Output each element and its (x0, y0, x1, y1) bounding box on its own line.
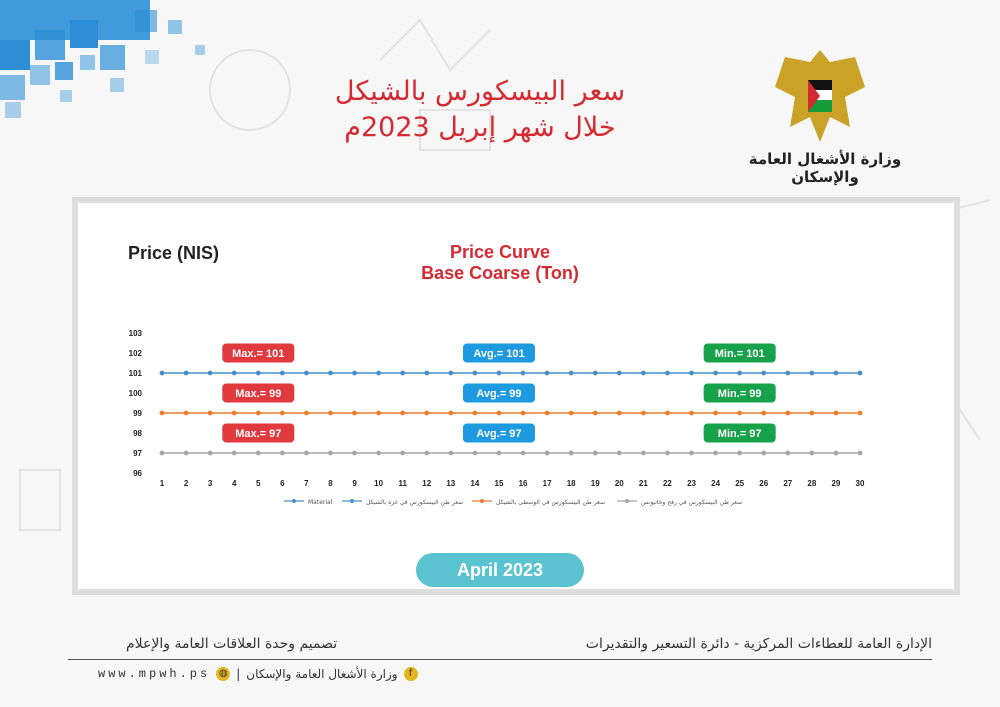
x-tick-label: 19 (590, 479, 600, 488)
footer-department: الإدارة العامة للعطاءات المركزية - دائرة التسعير والتقديرات (585, 636, 932, 652)
data-point (545, 371, 550, 376)
data-point (184, 371, 189, 376)
x-tick-label: 5 (256, 479, 261, 488)
facebook-icon[interactable]: f (404, 667, 418, 681)
data-point (304, 451, 309, 456)
website-link[interactable]: www.mpwh.ps (98, 667, 211, 681)
data-point (545, 451, 550, 456)
data-point (208, 371, 213, 376)
data-point (641, 411, 646, 416)
x-tick-label: 15 (494, 479, 504, 488)
title-line-1: سعر البيسكورس بالشيكل (334, 76, 626, 107)
data-point (328, 411, 333, 416)
data-point (497, 451, 502, 456)
stat-badge-label: Min.= 97 (717, 428, 762, 440)
x-tick-label: 7 (304, 479, 309, 488)
data-point (809, 451, 814, 456)
data-point (737, 451, 742, 456)
data-point (761, 451, 766, 456)
x-tick-label: 26 (759, 479, 769, 488)
data-point (641, 371, 646, 376)
page-title (300, 74, 660, 146)
x-tick-label: 6 (280, 479, 285, 488)
data-point (497, 371, 502, 376)
price-line-chart (72, 320, 952, 520)
data-point (737, 411, 742, 416)
x-tick-label: 3 (207, 479, 213, 488)
x-tick-label: 16 (518, 479, 528, 488)
data-point (569, 371, 574, 376)
data-point (785, 451, 790, 456)
data-point (472, 371, 477, 376)
social-name[interactable]: وزارة الأشغال العامة والإسكان (246, 667, 398, 681)
data-point (448, 411, 453, 416)
data-point (400, 371, 405, 376)
legend-marker (292, 499, 296, 503)
x-tick-label: 20 (614, 479, 624, 488)
data-point (665, 451, 670, 456)
data-point (858, 371, 863, 376)
month-label: April 2023 (416, 553, 584, 587)
y-tick-label: 100 (128, 389, 142, 398)
data-point (376, 451, 381, 456)
data-point (256, 411, 261, 416)
legend-label: سعر طن البيسكورس في غزة بالشيكل (366, 499, 464, 506)
data-point (256, 371, 261, 376)
footer-contact (98, 667, 418, 681)
data-point (160, 451, 165, 456)
data-point (569, 451, 574, 456)
y-tick-label: 99 (133, 409, 142, 418)
x-tick-label: 1 (159, 479, 165, 488)
legend-label: Material (308, 499, 333, 506)
data-point (400, 411, 405, 416)
data-point (761, 371, 766, 376)
data-point (472, 451, 477, 456)
x-tick-label: 9 (352, 479, 357, 488)
data-point (184, 411, 189, 416)
data-point (785, 371, 790, 376)
data-point (256, 451, 261, 456)
data-point (232, 411, 237, 416)
data-point (858, 411, 863, 416)
data-point (160, 411, 165, 416)
stat-badge-label: Max.= 101 (232, 348, 285, 360)
x-tick-label: 14 (470, 479, 480, 488)
data-point (280, 371, 285, 376)
data-point (497, 411, 502, 416)
stat-badge-label: Avg.= 97 (476, 428, 522, 440)
data-point (400, 451, 405, 456)
data-point (376, 371, 381, 376)
data-point (424, 371, 429, 376)
x-tick-label: 17 (542, 479, 552, 488)
data-point (785, 411, 790, 416)
data-point (232, 371, 237, 376)
data-point (208, 411, 213, 416)
data-point (328, 451, 333, 456)
x-tick-label: 28 (807, 479, 817, 488)
stat-badge-label: Min.= 101 (714, 348, 765, 360)
data-point (208, 451, 213, 456)
x-tick-label: 10 (374, 479, 384, 488)
stat-badge-label: Max.= 99 (235, 388, 282, 400)
stat-badge-label: Avg.= 101 (473, 348, 525, 360)
eagle-emblem-icon (770, 42, 870, 152)
y-axis-label: Price (NIS) (128, 243, 220, 263)
data-point (448, 451, 453, 456)
data-point (593, 451, 598, 456)
y-tick-label: 98 (133, 429, 142, 438)
data-point (280, 451, 285, 456)
legend-label: سعر طن البيسكورس في رفح وخانيونس (641, 499, 743, 506)
data-point (376, 411, 381, 416)
legend-marker (350, 499, 354, 503)
globe-icon: ◍ (216, 667, 230, 681)
data-point (689, 371, 694, 376)
data-point (352, 451, 357, 456)
data-point (617, 371, 622, 376)
data-point (689, 451, 694, 456)
x-tick-label: 24 (711, 479, 721, 488)
chart-subtitle: Base Coarse (Ton) (421, 263, 579, 283)
y-tick-label: 97 (133, 449, 142, 458)
x-tick-label: 23 (687, 479, 696, 488)
data-point (593, 371, 598, 376)
x-tick-label: 29 (831, 479, 841, 488)
separator: | (236, 667, 241, 681)
data-point (593, 411, 598, 416)
data-point (545, 411, 550, 416)
data-point (834, 451, 839, 456)
x-tick-label: 27 (783, 479, 793, 488)
x-tick-label: 21 (638, 479, 648, 488)
x-tick-label: 22 (662, 479, 672, 488)
data-point (448, 371, 453, 376)
data-point (569, 411, 574, 416)
footer-divider (68, 659, 932, 660)
data-point (858, 451, 863, 456)
data-point (713, 371, 718, 376)
legend-label: سعر طن البيسكورس في الوسطى بالشيكل (496, 499, 605, 506)
footer-design-credit: تصميم وحدة العلاقات العامة والإعلام (126, 636, 338, 652)
data-point (834, 371, 839, 376)
data-point (521, 371, 526, 376)
stat-badge-label: Min.= 99 (717, 388, 762, 400)
data-point (834, 411, 839, 416)
y-tick-label: 103 (128, 329, 142, 338)
data-point (280, 411, 285, 416)
data-point (352, 371, 357, 376)
data-point (665, 371, 670, 376)
y-tick-label: 101 (128, 369, 142, 378)
data-point (617, 451, 622, 456)
data-point (521, 451, 526, 456)
data-point (713, 451, 718, 456)
data-point (809, 371, 814, 376)
data-point (665, 411, 670, 416)
data-point (737, 371, 742, 376)
x-tick-label: 18 (566, 479, 576, 488)
x-tick-label: 30 (855, 479, 865, 488)
ministry-name: وزارة الأشغال العامة والإسكان (748, 150, 902, 186)
x-tick-label: 13 (446, 479, 456, 488)
data-point (328, 371, 333, 376)
chart-title-main: Price Curve (449, 242, 551, 262)
x-tick-label: 4 (231, 479, 237, 488)
data-point (352, 411, 357, 416)
data-point (160, 371, 165, 376)
x-tick-label: 2 (183, 479, 189, 488)
data-point (184, 451, 189, 456)
y-tick-label: 102 (128, 349, 142, 358)
title-line-2: خلال شهر إبريل 2023م (344, 112, 616, 143)
x-tick-label: 12 (422, 479, 432, 488)
data-point (304, 371, 309, 376)
data-point (641, 451, 646, 456)
data-point (713, 411, 718, 416)
data-point (304, 411, 309, 416)
stat-badge-label: Avg.= 99 (476, 388, 522, 400)
data-point (472, 411, 477, 416)
x-tick-label: 11 (398, 479, 407, 488)
chart-title (380, 242, 620, 284)
data-point (761, 411, 766, 416)
data-point (689, 411, 694, 416)
y-tick-label: 96 (133, 469, 142, 478)
x-tick-label: 8 (328, 479, 333, 488)
data-point (521, 411, 526, 416)
legend-marker (480, 499, 484, 503)
legend-marker (625, 499, 629, 503)
data-point (232, 451, 237, 456)
data-point (424, 411, 429, 416)
data-point (424, 451, 429, 456)
data-point (809, 411, 814, 416)
stat-badge-label: Max.= 97 (235, 428, 282, 440)
x-tick-label: 25 (735, 479, 745, 488)
data-point (617, 411, 622, 416)
